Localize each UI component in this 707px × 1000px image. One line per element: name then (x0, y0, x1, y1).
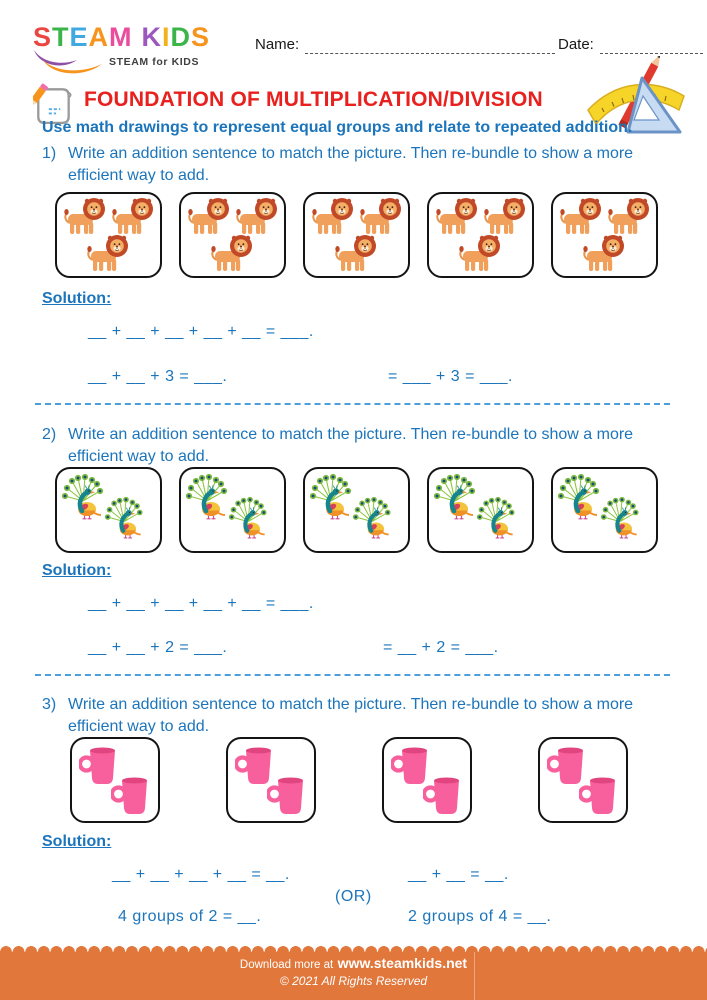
question-3-prompt: Write an addition sentence to match the picture. Then re-bundle to show a more efficient way to add. (68, 696, 634, 735)
lion-group-box (55, 192, 162, 278)
page-title: FOUNDATION OF MULTIPLICATION/DIVISION (84, 88, 543, 111)
date-field (558, 36, 703, 54)
date-label: Date: (558, 36, 594, 53)
question-3-number: 3) (42, 696, 57, 713)
lion-icon (85, 234, 129, 272)
solution-label-2: Solution: (42, 562, 112, 579)
question-3 (42, 694, 653, 737)
lion-icon (234, 197, 278, 235)
lion-icon (434, 197, 478, 235)
logo-letter: S (33, 22, 53, 52)
mug-group-box (226, 737, 316, 823)
question-1-groups (55, 192, 658, 278)
q3-or-label: (OR) (335, 888, 372, 905)
lion-icon (186, 197, 230, 235)
peacock-group-box (427, 467, 534, 553)
lion-icon (606, 197, 650, 235)
logo-letter: I (162, 22, 171, 52)
footer-download-line (0, 955, 707, 973)
q1-equation-2-right: = ___ + 3 = ___. (388, 368, 513, 385)
instruction-text: Use math drawings to represent equal groups and relate to repeated addition. (42, 119, 633, 136)
mug-group-box (538, 737, 628, 823)
question-3-groups (70, 737, 628, 823)
lion-icon (482, 197, 526, 235)
logo-letter: A (88, 22, 110, 52)
mug-icon (423, 774, 461, 816)
q3-equation-1-right: __ + __ = __. (408, 866, 509, 883)
peacock-group-box (179, 467, 286, 553)
lion-group-box (303, 192, 410, 278)
lion-icon (558, 197, 602, 235)
lion-icon (110, 197, 154, 235)
lion-group-box (551, 192, 658, 278)
lion-icon (457, 234, 501, 272)
lion-icon (62, 197, 106, 235)
footer-scalloped-edge (0, 944, 707, 952)
logo-letter: E (69, 22, 89, 52)
peacock-group-box (55, 467, 162, 553)
lion-icon (209, 234, 253, 272)
mug-group-box (382, 737, 472, 823)
logo-letter: S (191, 22, 211, 52)
mug-icon (579, 774, 617, 816)
steam-kids-logo (33, 22, 233, 80)
mug-group-box (70, 737, 160, 823)
footer-copyright: © 2021 All Rights Reserved (279, 974, 428, 988)
question-2-prompt: Write an addition sentence to match the picture. Then re-bundle to show a more efficient way to add. (68, 426, 634, 465)
q2-equation-1: __ + __ + __ + __ + __ = ___. (88, 595, 314, 612)
q3-equation-1-left: __ + __ + __ + __ = __. (112, 866, 290, 883)
lion-icon (581, 234, 625, 272)
question-1-prompt: Write an addition sentence to match the picture. Then re-bundle to show a more efficient way to add. (68, 145, 634, 184)
mug-icon (111, 774, 149, 816)
logo-tagline: STEAM for KIDS (109, 56, 200, 68)
peacock-icon (599, 496, 645, 539)
peacock-group-box (551, 467, 658, 553)
peacock-icon (103, 496, 149, 539)
lion-group-box (179, 192, 286, 278)
q1-equation-1: __ + __ + __ + __ + __ = ___. (88, 323, 314, 340)
lion-icon (310, 197, 354, 235)
question-1-number: 1) (42, 145, 57, 162)
name-label: Name: (255, 36, 300, 53)
date-fill-line (600, 38, 703, 54)
section-divider (35, 403, 670, 405)
footer-download-prefix: Download more at (239, 959, 334, 971)
logo-letter: K (141, 22, 163, 52)
question-2-groups (55, 467, 658, 553)
name-fill-line (305, 38, 555, 54)
q1-equation-2-left: __ + __ + 3 = ___. (88, 368, 228, 385)
question-2 (42, 424, 653, 467)
q3-equation-2-left: 4 groups of 2 = __. (118, 908, 262, 925)
q3-equation-2-right: 2 groups of 4 = __. (408, 908, 552, 925)
peacock-icon (351, 496, 397, 539)
lion-icon (333, 234, 377, 272)
name-field (255, 36, 555, 54)
question-1 (42, 143, 653, 186)
peacock-group-box (303, 467, 410, 553)
section-divider (35, 674, 670, 676)
logo-letter: D (170, 22, 192, 52)
lion-icon (358, 197, 402, 235)
mug-icon (267, 774, 305, 816)
logo-letter: T (52, 22, 70, 52)
logo-letter: M (109, 22, 133, 52)
solution-label-1: Solution: (42, 290, 112, 307)
solution-label-3: Solution: (42, 833, 112, 850)
question-2-number: 2) (42, 426, 57, 443)
logo-swoosh-icon (33, 49, 113, 77)
q2-equation-2-right: = __ + 2 = ___. (383, 639, 499, 656)
peacock-icon (227, 496, 273, 539)
q2-equation-2-left: __ + __ + 2 = ___. (88, 639, 228, 656)
footer-site-url: www.steamkids.net (337, 955, 468, 971)
lion-group-box (427, 192, 534, 278)
peacock-icon (475, 496, 521, 539)
logo-word-kids (142, 22, 211, 53)
